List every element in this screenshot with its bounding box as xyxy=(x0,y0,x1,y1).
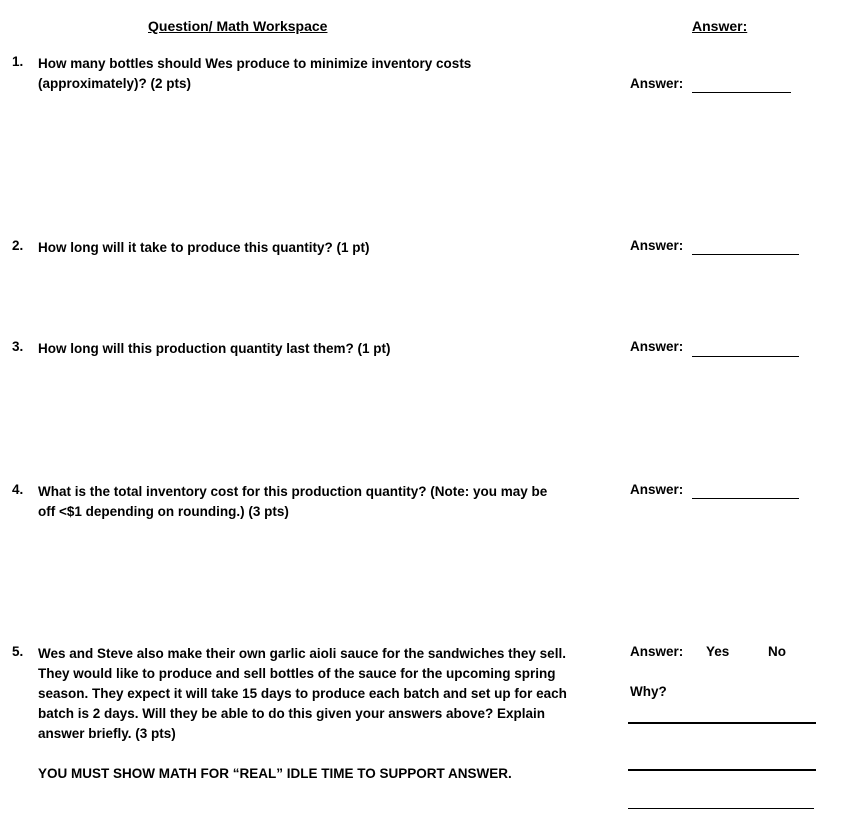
question-5-number: 5. xyxy=(12,644,24,659)
question-1-number: 1. xyxy=(12,54,24,69)
question-2-text xyxy=(38,238,370,258)
question-1-line-2: (approximately)? (2 pts) xyxy=(38,76,192,91)
workspace-header: Question/ Math Workspace xyxy=(148,18,328,34)
question-5-line-3: season. They expect it will take 15 days to produce each batch and set up for each xyxy=(38,686,567,701)
question-3-number: 3. xyxy=(12,339,24,354)
question-3-answer-label: Answer: xyxy=(630,339,684,354)
question-5-line-1: Wes and Steve also make their own garlic aioli sauce for the sandwiches they sell. xyxy=(38,646,566,661)
show-math-note: YOU MUST SHOW MATH FOR “REAL” IDLE TIME TO SUPPORT ANSWER. xyxy=(38,766,512,781)
question-4-line-1: What is the total inventory cost for this production quantity? (Note: you may be xyxy=(38,484,548,499)
question-1-line-1: How many bottles should Wes produce to minimize inventory costs xyxy=(38,56,472,71)
question-2-answer-label: Answer: xyxy=(630,238,684,253)
why-label: Why? xyxy=(630,684,667,699)
question-5-text xyxy=(38,644,567,744)
question-5-line-2: They would like to produce and sell bottles of the sauce for the upcoming spring xyxy=(38,666,556,681)
question-1-answer-label: Answer: xyxy=(630,76,684,91)
question-4-number: 4. xyxy=(12,482,24,497)
question-5-line-4: batch is 2 days. Will they be able to do this given your answers above? Explain xyxy=(38,706,546,721)
question-4-answer-label: Answer: xyxy=(630,482,684,497)
question-4-text xyxy=(38,482,547,522)
question-4-answer-blank[interactable] xyxy=(692,498,799,499)
question-3-text xyxy=(38,339,390,359)
question-5-line-5: answer briefly. (3 pts) xyxy=(38,726,176,741)
no-option[interactable]: No xyxy=(768,644,786,659)
question-2-number: 2. xyxy=(12,238,24,253)
question-2-line-1: How long will it take to produce this quantity? (1 pt) xyxy=(38,240,370,255)
why-answer-line-1[interactable] xyxy=(628,722,816,724)
answer-header: Answer: xyxy=(692,18,748,34)
question-2-answer-blank[interactable] xyxy=(692,254,799,255)
question-1-text xyxy=(38,54,471,94)
question-5-answer-label: Answer: xyxy=(630,644,684,659)
why-answer-line-3[interactable] xyxy=(628,808,814,809)
question-1-answer-blank[interactable] xyxy=(692,92,791,93)
question-3-line-1: How long will this production quantity last them? (1 pt) xyxy=(38,341,391,356)
question-3-answer-blank[interactable] xyxy=(692,356,799,357)
yes-option[interactable]: Yes xyxy=(706,644,730,659)
why-answer-line-2[interactable] xyxy=(628,769,816,771)
question-4-line-2: off <$1 depending on rounding.) (3 pts) xyxy=(38,504,289,519)
